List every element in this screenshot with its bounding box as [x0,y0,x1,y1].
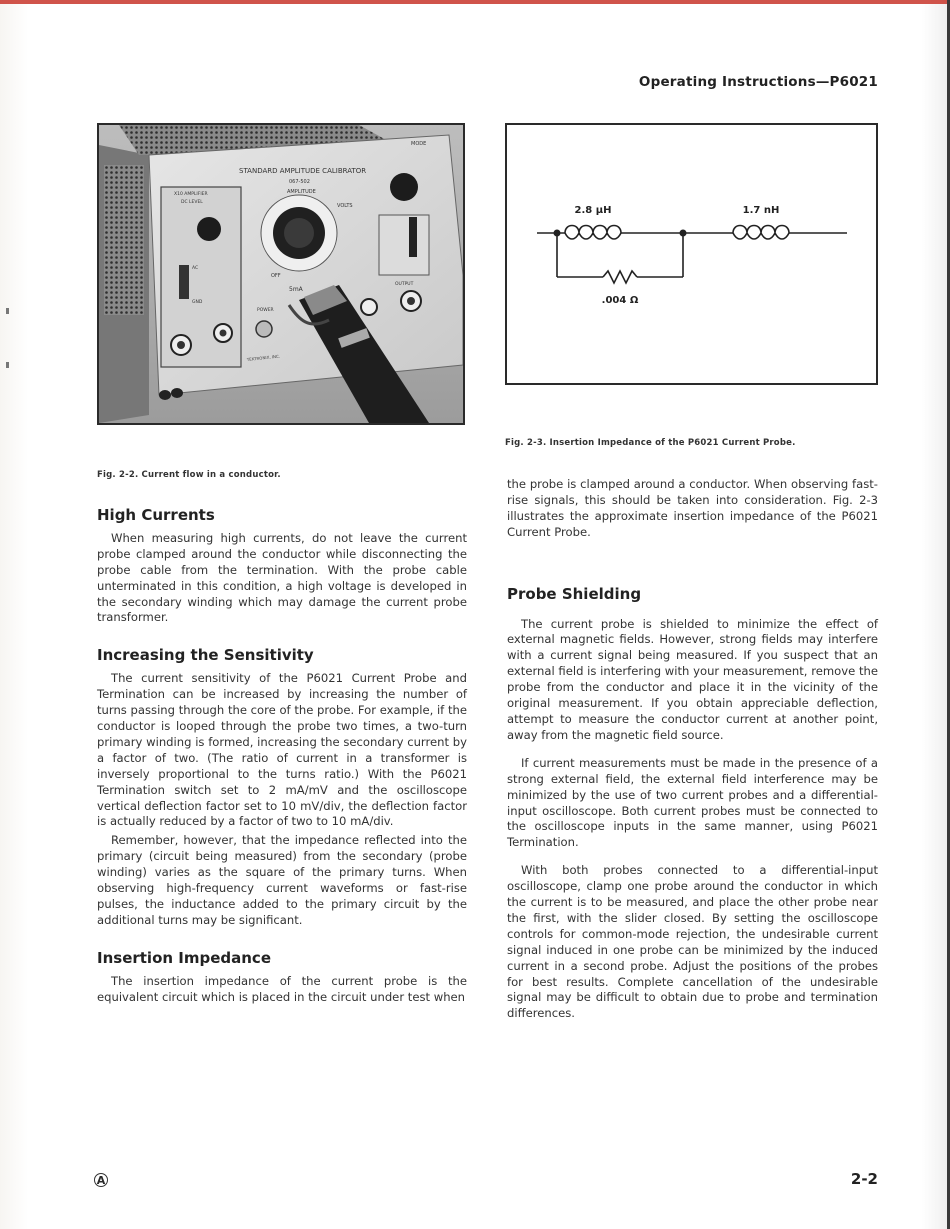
margin-mark [6,362,9,368]
paragraph-insertion-impedance: The insertion impedance of the current probe is the equivalent circuit which is placed in the circuit under test when [97,973,467,1004]
circuit-diagram [507,125,876,383]
calibrator-photo-illustration [99,125,463,423]
inductor2-label: 1.7 nH [742,205,780,216]
device-power-label: POWER [257,308,274,313]
running-header: Operating Instructions—P6021 [638,74,878,90]
device-gnd-label: GND [192,300,203,305]
device-mode-label: MODE [411,141,427,147]
right-column [507,477,878,1022]
footer-circle-mark: A [94,1173,108,1187]
section-title-insertion-impedance: Insertion Impedance [97,948,272,967]
figure-insertion-impedance-circuit [505,123,878,385]
resistor-label: .004 Ω [601,295,639,306]
margin-mark [6,308,9,314]
device-model: 067-502 [289,179,310,185]
device-dc-level-label: DC LEVEL [181,200,203,205]
paragraph-shielding-3: With both probes connected to a differential-input oscilloscope, clamp one probe around the conductor in which the current is to be measured, and place the other probe near the first, with the slider closed. By setting the oscilloscope controls for common-mode rejection, the undesirable current signal induced in one probe can be minimized by the induced current in a second probe. Adjust the positions of the probes for best results. Complete cancellation of the undesirable signal may be difficult to obtain due to probe and termination differences. [507,863,878,1021]
figure-photo-calibrator [97,123,465,425]
paragraph-sensitivity-2: Remember, however, that the impedance reflected into the primary (circuit being measured) from the secondary (probe winding) varies as the square of the primary turns. When observing high-frequency current waveforms or fast-rise pulses, the inductance added to the primary circuit by the additional turns may be significant. [97,833,467,927]
inductor1-label: 2.8 μH [574,205,612,216]
page-number: 2-2 [850,1170,878,1188]
section-title-probe-shielding: Probe Shielding [507,584,642,603]
section-title-increasing-sensitivity: Increasing the Sensitivity [97,646,314,665]
figure-2-3-caption: Fig. 2-3. Insertion Impedance of the P6021 Current Probe. [505,438,796,448]
device-current-label: 5mA [289,286,303,293]
device-tektronix-label: TEKTRONIX, INC. [246,353,281,362]
paragraph-shielding-2: If current measurements must be made in the presence of a strong external field, the external field interference may be minimized by the use of two current probes and a differential-input oscilloscope. Both current probes must be connected to the oscilloscope inputs in the same manner, using P6021 Termination. [507,755,878,850]
figure-2-2-caption: Fig. 2-2. Current flow in a conductor. [97,470,281,480]
paragraph-sensitivity-1: The current sensitivity of the P6021 Current Probe and Termination can be increased by increasing the number of turns passing through the core of the probe. For example, if the conductor is looped through the probe two times, a two-turn primary winding is formed, increasing the secondary current by a factor of two. (The ratio of current in a transformer is inversely proportional to the turns ratio.) With the P6021 Termination switch set to 2 mA/mV and the oscilloscope vertical deflection factor set to 10 mV/div, the deflection factor is actually reduced by a factor of two to 10 mA/div. [97,671,467,829]
left-column [97,508,467,1005]
section-title-high-currents: High Currents [97,506,215,524]
paragraph-shielding-1: The current probe is shielded to minimize the effect of external magnetic fields. However, strong fields may interfere with a current signal being measured. If you suspect that an external field is interfering with your measurement, remove the probe from the conductor and place it in the vicinity of the original measurement. If you obtain appreciable deflection, attempt to measure the conductor current at another point, away from the magnetic field source. [507,616,878,742]
device-volts-label: VOLTS [337,203,353,209]
device-amplifier-label: X10 AMPLIFIER [174,192,208,197]
device-ac-label: AC [192,266,199,271]
circuit-node-left [554,230,561,237]
device-off-label: OFF [271,273,281,279]
device-amplitude-label: AMPLITUDE [287,189,316,195]
paragraph-high-currents: When measuring high currents, do not leave the current probe clamped around the conductor while disconnecting the probe cable from the termination. With the probe cable unterminated in this condition, a high voltage is developed in the secondary winding which may damage the current probe transformer. [97,530,467,625]
device-output-label: OUTPUT [395,282,414,287]
paragraph-continued: the probe is clamped around a conductor. When observing fast-rise signals, this should be taken into consideration. Fig. 2-3 illustrates the approximate insertion impedance of the P6021 Current Probe. [507,477,878,539]
device-brand-line: STANDARD AMPLITUDE CALIBRATOR [239,167,367,175]
circuit-node-right [680,230,687,237]
top-edge-rule [0,0,950,4]
